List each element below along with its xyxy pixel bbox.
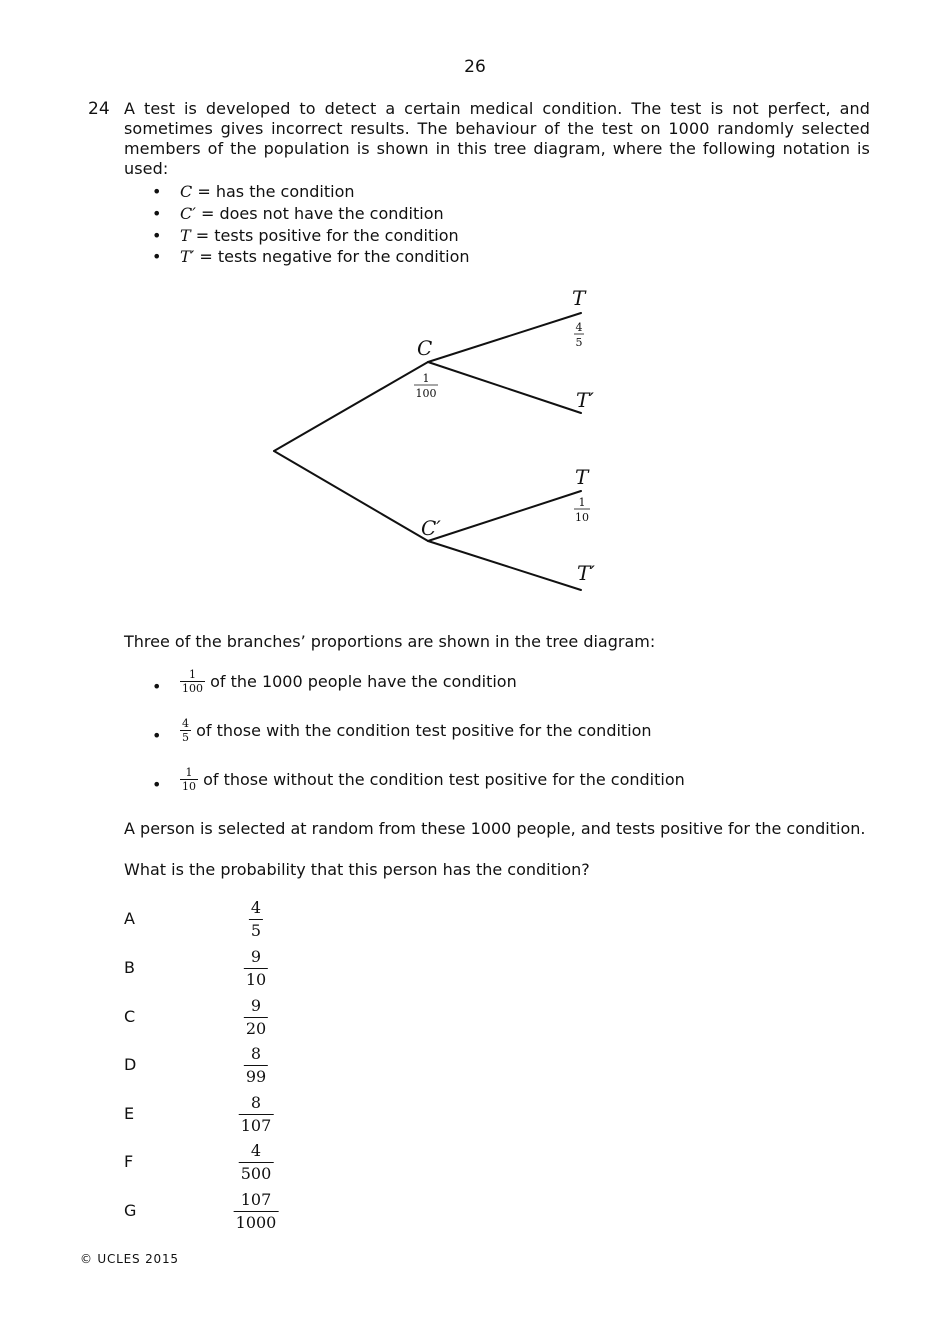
branches-lead: Three of the branches’ proportions are shown in the tree diagram: (124, 632, 656, 651)
bullet-icon: • (152, 775, 162, 794)
fraction-denominator: 99 (245, 1067, 267, 1086)
page-number: 26 (464, 57, 486, 77)
option-letter: E (124, 1104, 135, 1123)
option-letter: D (124, 1055, 137, 1074)
fraction-denominator: 1000 (235, 1213, 277, 1232)
branch-text: of those with the condition test positive for the condition (191, 721, 652, 740)
branch-item (152, 766, 685, 802)
bullet-icon: • (152, 225, 162, 245)
branch-c-to-t-prime (428, 362, 581, 413)
option-fraction (234, 1189, 279, 1234)
notation-text: = tests negative for the condition (194, 247, 470, 267)
option-b[interactable] (124, 946, 284, 992)
question-intro: A test is developed to detect a certain medical condition. The test is not perfect, and sometimes gives incorrect results. The behaviour of the test on 1000 randomly selected members of the population is shown in this tree diagram, where the following notation is used: (124, 99, 870, 178)
fraction-denominator: 100 (182, 682, 203, 695)
option-letter: C (124, 1007, 136, 1026)
footer-copyright: © UCLES 2015 (80, 1252, 179, 1266)
option-letter: F (124, 1152, 134, 1171)
bullet-icon: • (152, 247, 162, 267)
fraction-denominator: 10 (245, 970, 267, 989)
question-stem-1: A person is selected at random from these 1000 people, and tests positive for the condition. (124, 819, 866, 838)
branch-fraction (180, 766, 198, 793)
fraction-denominator: 500 (240, 1164, 272, 1183)
option-f[interactable] (124, 1140, 284, 1186)
fraction-numerator: 8 (250, 1044, 262, 1063)
fraction-numerator: 4 (182, 717, 189, 730)
node-t-lower-label: T (575, 465, 589, 489)
branch-root-to-c-prime (274, 451, 428, 541)
fraction-numerator: 1 (189, 668, 196, 681)
fraction-numerator: 1 (185, 766, 193, 779)
prob-c-numerator: 1 (422, 372, 430, 385)
notation-symbol: C′ (180, 203, 196, 223)
option-fraction (244, 1043, 268, 1088)
option-c[interactable] (124, 995, 284, 1041)
tree-diagram (0, 0, 950, 620)
option-letter: G (124, 1201, 137, 1220)
option-d[interactable] (124, 1043, 284, 1089)
bullet-icon: • (152, 726, 162, 745)
branch-text: of the 1000 people have the condition (205, 672, 517, 691)
notation-symbol: T (180, 225, 191, 245)
fraction-numerator: 9 (250, 996, 262, 1015)
notation-text: = has the condition (192, 182, 355, 201)
fraction-denominator: 10 (182, 780, 196, 793)
branch-item (152, 717, 652, 753)
prob-t-given-c-denominator: 5 (575, 336, 583, 349)
branch-c-to-t (428, 313, 581, 362)
fraction-denominator: 107 (240, 1116, 272, 1135)
option-fraction (239, 1092, 274, 1137)
option-e[interactable] (124, 1092, 284, 1138)
node-t-prime-upper-label: T′ (576, 388, 594, 412)
prob-c-denominator: 100 (415, 387, 437, 400)
notation-text: = does not have the condition (195, 203, 444, 223)
prob-c-fraction (414, 372, 438, 400)
notation-symbol: C (180, 182, 193, 201)
branch-root-to-c (274, 362, 428, 451)
fraction-numerator: 8 (250, 1093, 262, 1112)
branch-fraction (180, 668, 205, 695)
fraction-denominator: 5 (250, 921, 262, 940)
question-number: 24 (88, 99, 110, 119)
question-stem-2: What is the probability that this person has the condition? (124, 860, 590, 879)
branch-text: of those without the condition test positive for the condition (198, 770, 685, 789)
branch-c-prime-to-t-prime (428, 541, 581, 590)
option-fraction (239, 1140, 274, 1185)
prob-t-given-c-numerator: 4 (575, 321, 583, 334)
bullet-icon: • (152, 677, 162, 696)
branch-item (152, 668, 517, 704)
notation-text: = tests positive for the condition (190, 225, 459, 245)
bullet-icon: • (152, 182, 162, 201)
branch-c-prime-to-t (428, 491, 581, 541)
option-letter: B (124, 958, 135, 977)
node-c-label: C (417, 336, 433, 360)
option-fraction (244, 995, 268, 1040)
fraction-denominator: 5 (182, 731, 189, 744)
prob-t-given-c-prime-numerator: 1 (578, 496, 586, 509)
bullet-icon: • (152, 203, 162, 223)
prob-t-given-c-prime-fraction (574, 496, 590, 524)
option-letter: A (124, 909, 135, 928)
node-t-prime-lower-label: T′ (577, 561, 595, 585)
fraction-numerator: 4 (250, 898, 262, 917)
node-t-upper-label: T (572, 286, 586, 310)
option-fraction (249, 897, 263, 942)
fraction-numerator: 4 (250, 1141, 262, 1160)
prob-t-given-c-fraction (574, 321, 584, 349)
notation-symbol: T′ (180, 247, 195, 267)
option-a[interactable] (124, 897, 284, 943)
node-c-prime-label: C′ (421, 516, 441, 540)
fraction-numerator: 9 (250, 947, 262, 966)
fraction-denominator: 20 (245, 1019, 267, 1038)
branch-fraction (180, 717, 191, 744)
fraction-numerator: 107 (240, 1190, 272, 1209)
option-g[interactable] (124, 1189, 284, 1235)
option-fraction (244, 946, 268, 991)
prob-t-given-c-prime-denominator: 10 (575, 511, 589, 524)
